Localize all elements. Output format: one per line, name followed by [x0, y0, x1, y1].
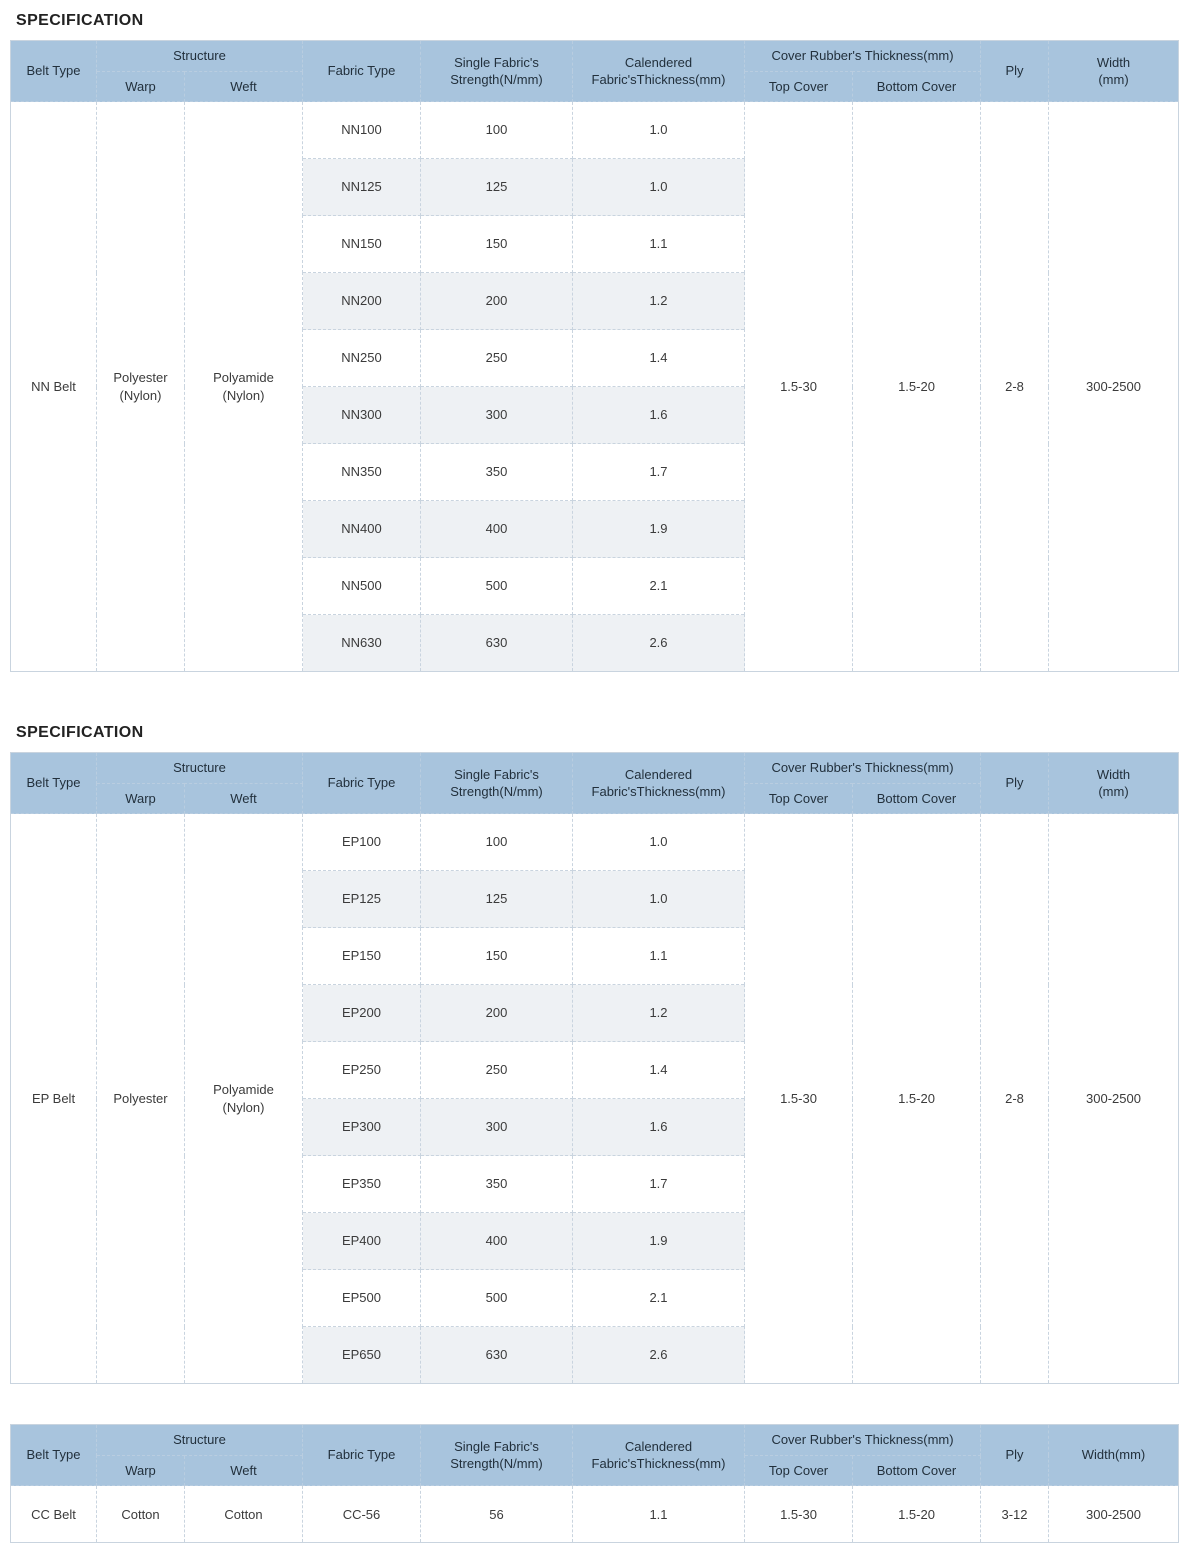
table-row	[11, 1486, 1179, 1543]
cell-strength: 200	[421, 985, 573, 1042]
spec-table-ep	[10, 752, 1179, 1384]
table-header-row	[11, 41, 1179, 72]
cell-warp-line1: Polyester	[113, 370, 168, 386]
cell-strength: 500	[421, 1270, 573, 1327]
cell-fabric-type: NN200	[303, 273, 421, 330]
cell-strength: 200	[421, 273, 573, 330]
cell-warp: Cotton	[97, 1486, 185, 1543]
spec-table-nn	[10, 40, 1179, 672]
header-width-line2: (mm)	[1098, 784, 1129, 800]
cell-ply: 3-12	[981, 1486, 1049, 1543]
header-strength-line2: Strength(N/mm)	[450, 784, 543, 800]
cell-thickness: 2.1	[573, 558, 745, 615]
cell-thickness: 2.1	[573, 1270, 745, 1327]
cell-strength: 150	[421, 928, 573, 985]
header-fabric-type: Fabric Type	[303, 41, 421, 102]
cell-thickness: 1.9	[573, 1213, 745, 1270]
cell-fabric-type: NN100	[303, 102, 421, 159]
cell-fabric-type: NN500	[303, 558, 421, 615]
cell-belt-type: NN Belt	[11, 102, 97, 672]
table-header-row	[11, 753, 1179, 784]
cell-weft: Cotton	[185, 1486, 303, 1543]
cell-top-cover: 1.5-30	[745, 814, 853, 1384]
cell-fabric-type: EP100	[303, 814, 421, 871]
cell-fabric-type: EP400	[303, 1213, 421, 1270]
header-cover-rubber-thickness: Cover Rubber's Thickness(mm)	[745, 753, 981, 784]
cell-fabric-type: NN125	[303, 159, 421, 216]
cell-thickness: 1.1	[573, 1486, 745, 1543]
cell-fabric-type: EP125	[303, 871, 421, 928]
header-calendered-line1: Calendered	[624, 54, 693, 70]
header-weft: Weft	[185, 783, 303, 814]
header-structure: Structure	[97, 41, 303, 72]
header-top-cover: Top Cover	[745, 783, 853, 814]
header-structure: Structure	[97, 753, 303, 784]
cell-strength: 300	[421, 1099, 573, 1156]
cell-strength: 630	[421, 1327, 573, 1384]
header-calendered-thickness	[573, 753, 745, 814]
cell-width: 300-2500	[1049, 1486, 1179, 1543]
header-belt-type: Belt Type	[11, 1425, 97, 1486]
cell-bottom-cover: 1.5-20	[853, 814, 981, 1384]
cell-thickness: 1.6	[573, 387, 745, 444]
cell-strength: 250	[421, 1042, 573, 1099]
cell-thickness: 2.6	[573, 1327, 745, 1384]
cell-fabric-type: EP150	[303, 928, 421, 985]
header-bottom-cover: Bottom Cover	[853, 783, 981, 814]
cell-fabric-type: NN300	[303, 387, 421, 444]
header-width-line2: (mm)	[1098, 72, 1129, 88]
header-belt-type: Belt Type	[11, 753, 97, 814]
cell-strength: 56	[421, 1486, 573, 1543]
header-calendered-line2: Fabric'sThickness(mm)	[591, 784, 726, 800]
cell-fabric-type: EP300	[303, 1099, 421, 1156]
header-calendered-line2: Fabric'sThickness(mm)	[591, 72, 726, 88]
cell-fabric-type: EP650	[303, 1327, 421, 1384]
cell-strength: 400	[421, 501, 573, 558]
cell-fabric-type: NN630	[303, 615, 421, 672]
header-single-fabric-strength	[421, 753, 573, 814]
cell-strength: 150	[421, 216, 573, 273]
header-calendered-line1: Calendered	[624, 766, 693, 782]
cell-fabric-type: EP500	[303, 1270, 421, 1327]
cell-top-cover: 1.5-30	[745, 102, 853, 672]
cell-strength: 250	[421, 330, 573, 387]
cell-thickness: 1.7	[573, 444, 745, 501]
cell-weft-line2: (Nylon)	[222, 1099, 265, 1115]
cell-thickness: 1.6	[573, 1099, 745, 1156]
header-strength-line1: Single Fabric's	[454, 1438, 539, 1454]
cell-strength: 100	[421, 102, 573, 159]
cell-weft	[185, 814, 303, 1384]
header-ply: Ply	[981, 1425, 1049, 1486]
cell-ply: 2-8	[981, 814, 1049, 1384]
cell-fabric-type: NN350	[303, 444, 421, 501]
header-strength-line1: Single Fabric's	[454, 54, 539, 70]
cell-strength: 125	[421, 159, 573, 216]
table-row	[11, 814, 1179, 871]
cell-strength: 100	[421, 814, 573, 871]
cell-warp	[97, 814, 185, 1384]
cell-strength: 300	[421, 387, 573, 444]
header-width-line1: Width	[1096, 54, 1131, 70]
header-warp: Warp	[97, 783, 185, 814]
cell-fabric-type: EP200	[303, 985, 421, 1042]
cell-thickness: 1.0	[573, 871, 745, 928]
cell-thickness: 1.2	[573, 985, 745, 1042]
cell-thickness: 1.4	[573, 330, 745, 387]
header-single-fabric-strength	[421, 1425, 573, 1486]
cell-thickness: 1.2	[573, 273, 745, 330]
cell-strength: 125	[421, 871, 573, 928]
header-calendered-line2: Fabric'sThickness(mm)	[591, 1456, 726, 1472]
header-ply: Ply	[981, 753, 1049, 814]
header-width-line1: Width	[1096, 766, 1131, 782]
cell-bottom-cover: 1.5-20	[853, 102, 981, 672]
cell-weft-line1: Polyamide	[213, 370, 274, 386]
cell-thickness: 1.0	[573, 102, 745, 159]
cell-ply: 2-8	[981, 102, 1049, 672]
header-width-line1: Width(mm)	[1081, 1447, 1146, 1463]
cell-weft-line2: (Nylon)	[222, 387, 265, 403]
cell-thickness: 1.4	[573, 1042, 745, 1099]
cell-fabric-type: EP250	[303, 1042, 421, 1099]
cell-fabric-type: NN250	[303, 330, 421, 387]
cell-belt-type: EP Belt	[11, 814, 97, 1384]
header-cover-rubber-thickness: Cover Rubber's Thickness(mm)	[745, 41, 981, 72]
header-width	[1049, 1425, 1179, 1486]
cell-thickness: 1.7	[573, 1156, 745, 1213]
header-fabric-type: Fabric Type	[303, 1425, 421, 1486]
cell-thickness: 1.0	[573, 159, 745, 216]
header-weft: Weft	[185, 71, 303, 102]
cell-width: 300-2500	[1049, 814, 1179, 1384]
header-cover-rubber-thickness: Cover Rubber's Thickness(mm)	[745, 1425, 981, 1456]
header-ply: Ply	[981, 41, 1049, 102]
header-strength-line2: Strength(N/mm)	[450, 1456, 543, 1472]
cell-weft-line1: Polyamide	[213, 1082, 274, 1098]
cell-thickness: 1.1	[573, 216, 745, 273]
cell-fabric-type: EP350	[303, 1156, 421, 1213]
table-header-row	[11, 1425, 1179, 1456]
cell-strength: 350	[421, 1156, 573, 1213]
cell-strength: 630	[421, 615, 573, 672]
table-row	[11, 102, 1179, 159]
header-strength-line2: Strength(N/mm)	[450, 72, 543, 88]
cell-warp-line2: (Nylon)	[119, 387, 162, 403]
cell-warp-line1: Polyester	[113, 1090, 168, 1106]
cell-fabric-type: NN400	[303, 501, 421, 558]
header-calendered-thickness	[573, 41, 745, 102]
cell-warp	[97, 102, 185, 672]
cell-fabric-type: CC-56	[303, 1486, 421, 1543]
section-title-ep: SPECIFICATION	[16, 724, 144, 742]
section-spacer	[10, 678, 1178, 712]
cell-bottom-cover: 1.5-20	[853, 1486, 981, 1543]
header-top-cover: Top Cover	[745, 71, 853, 102]
cell-strength: 400	[421, 1213, 573, 1270]
cell-strength: 500	[421, 558, 573, 615]
cell-thickness: 2.6	[573, 615, 745, 672]
header-weft: Weft	[185, 1455, 303, 1486]
header-bottom-cover: Bottom Cover	[853, 71, 981, 102]
cell-weft	[185, 102, 303, 672]
cell-strength: 350	[421, 444, 573, 501]
header-calendered-thickness	[573, 1425, 745, 1486]
header-width	[1049, 753, 1179, 814]
cell-belt-type: CC Belt	[11, 1486, 97, 1543]
header-fabric-type: Fabric Type	[303, 753, 421, 814]
header-single-fabric-strength	[421, 41, 573, 102]
header-warp: Warp	[97, 71, 185, 102]
cell-top-cover: 1.5-30	[745, 1486, 853, 1543]
cell-thickness: 1.1	[573, 928, 745, 985]
cell-thickness: 1.0	[573, 814, 745, 871]
cell-width: 300-2500	[1049, 102, 1179, 672]
header-warp: Warp	[97, 1455, 185, 1486]
header-strength-line1: Single Fabric's	[454, 766, 539, 782]
header-belt-type: Belt Type	[11, 41, 97, 102]
header-top-cover: Top Cover	[745, 1455, 853, 1486]
section-title-nn: SPECIFICATION	[16, 12, 144, 29]
header-bottom-cover: Bottom Cover	[853, 1455, 981, 1486]
specification-page	[0, 12, 1188, 1543]
cell-fabric-type: NN150	[303, 216, 421, 273]
header-calendered-line1: Calendered	[624, 1438, 693, 1454]
cell-thickness: 1.9	[573, 501, 745, 558]
header-structure: Structure	[97, 1425, 303, 1456]
header-width	[1049, 41, 1179, 102]
section-spacer	[10, 1390, 1178, 1424]
